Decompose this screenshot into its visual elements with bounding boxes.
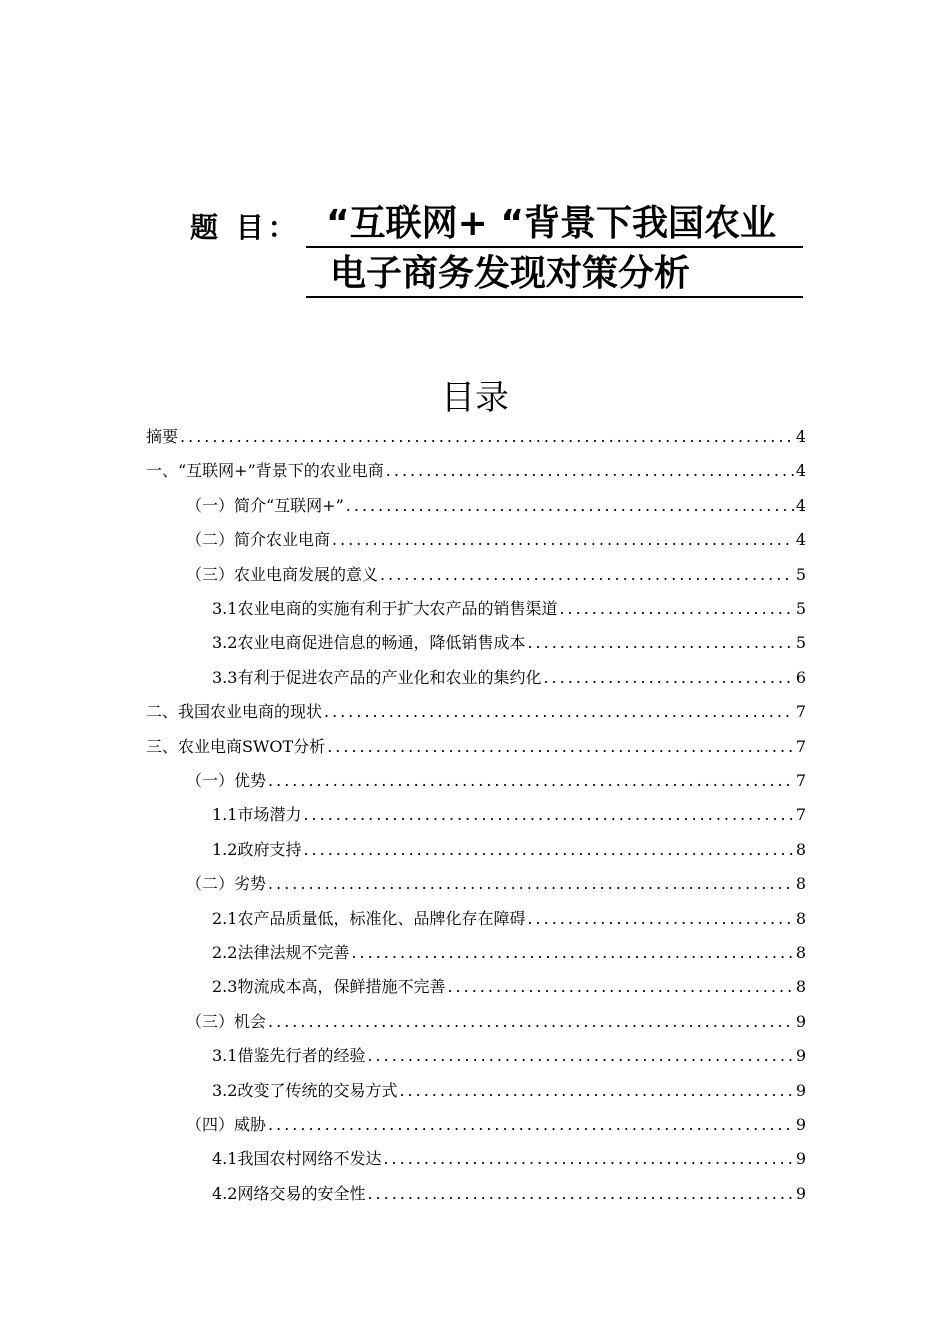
toc-dot-leader bbox=[327, 730, 794, 764]
toc-entry[interactable] bbox=[186, 523, 806, 557]
toc-entry-title: 摘要 bbox=[146, 427, 179, 446]
toc-dot-leader bbox=[383, 1142, 793, 1176]
toc-heading: 目录 bbox=[441, 378, 509, 418]
toc-entry-title: 2.3物流成本高，保鲜措施不完善 bbox=[212, 977, 446, 997]
toc-page-number: 5 bbox=[795, 599, 806, 618]
toc-page-number: 9 bbox=[795, 1046, 806, 1066]
toc-entry-title: （一）简介“互联网+” bbox=[186, 495, 344, 515]
toc-entry-title: （二）劣势 bbox=[186, 874, 267, 894]
toc-page-number: 9 bbox=[795, 1011, 806, 1031]
toc-page-number: 8 bbox=[795, 943, 806, 962]
toc-entry[interactable] bbox=[186, 764, 806, 798]
toc-entry-title: 3.3有利于促进农产品的产业化和农业的集约化 bbox=[212, 667, 542, 687]
toc-entry-title: 2.2法律法规不完善 bbox=[212, 943, 350, 962]
toc-dot-leader bbox=[324, 695, 794, 729]
toc-dot-leader bbox=[367, 1039, 793, 1073]
toc-page-number: 7 bbox=[795, 702, 806, 722]
toc-dot-leader bbox=[180, 420, 794, 454]
toc-entry-title: 3.1农业电商的实施有利于扩大农产品的销售渠道 bbox=[212, 599, 558, 618]
toc-dot-leader bbox=[351, 936, 793, 970]
title-line-2: 电子商务发现对策分析 bbox=[306, 252, 803, 298]
toc-page-number: 7 bbox=[795, 805, 806, 825]
toc-dot-leader bbox=[332, 523, 794, 557]
toc-page-number: 8 bbox=[795, 977, 806, 997]
toc-entry[interactable] bbox=[212, 936, 806, 970]
toc-entry[interactable] bbox=[212, 592, 806, 626]
toc-dot-leader bbox=[559, 592, 793, 626]
toc-page-number: 8 bbox=[795, 839, 806, 859]
toc-entry[interactable] bbox=[212, 626, 806, 660]
toc-entry[interactable] bbox=[146, 695, 806, 729]
toc-entry[interactable] bbox=[212, 970, 806, 1004]
toc-dot-leader bbox=[303, 798, 793, 832]
toc-entry-title: 3.1借鉴先行者的经验 bbox=[212, 1046, 366, 1066]
toc-dot-leader bbox=[543, 661, 793, 695]
toc-page-number: 9 bbox=[795, 1080, 806, 1100]
toc-entry[interactable] bbox=[212, 833, 806, 867]
toc-entry-title: 2.1农产品质量低，标准化、品牌化存在障碍 bbox=[212, 908, 526, 928]
toc-dot-leader bbox=[527, 902, 793, 936]
toc-entry[interactable] bbox=[186, 489, 806, 523]
toc-page-number: 7 bbox=[795, 771, 806, 790]
toc-entry-title: （四）威胁 bbox=[186, 1115, 267, 1134]
toc-entry[interactable] bbox=[212, 1039, 806, 1073]
toc-entry-title: 4.1我国农村网络不发达 bbox=[212, 1149, 382, 1169]
toc-page-number: 4 bbox=[795, 461, 806, 481]
toc-entry[interactable] bbox=[212, 661, 806, 695]
toc-page-number: 9 bbox=[795, 1183, 806, 1203]
toc-entry[interactable] bbox=[212, 1142, 806, 1176]
toc-page-number: 5 bbox=[795, 633, 806, 653]
toc-entry[interactable] bbox=[146, 730, 806, 764]
toc-entry-title: （一）优势 bbox=[186, 771, 267, 790]
toc-entry-title: 三、农业电商SWOT分析 bbox=[146, 736, 326, 756]
toc-dot-leader bbox=[268, 764, 794, 798]
toc-dot-leader bbox=[303, 833, 793, 867]
toc-dot-leader bbox=[527, 626, 793, 660]
toc-entry[interactable] bbox=[186, 1108, 806, 1142]
toc-entry[interactable] bbox=[212, 798, 806, 832]
toc-dot-leader bbox=[447, 970, 793, 1004]
toc-entry-title: 1.1市场潜力 bbox=[212, 805, 302, 825]
toc-entry-title: （三）农业电商发展的意义 bbox=[186, 564, 379, 584]
toc-dot-leader bbox=[367, 1177, 793, 1211]
toc-page-number: 7 bbox=[795, 736, 806, 756]
toc-dot-leader bbox=[399, 1074, 793, 1108]
toc-page-number: 6 bbox=[795, 667, 806, 687]
toc-dot-leader bbox=[346, 489, 794, 523]
toc-entry-title: 一、“互联网+”背景下的农业电商 bbox=[146, 461, 384, 481]
toc-page-number: 4 bbox=[795, 495, 806, 515]
toc-dot-leader bbox=[268, 867, 794, 901]
title-label: 题 目： bbox=[190, 211, 300, 244]
title-line-1: “互联网+ “背景下我国农业 bbox=[306, 202, 803, 248]
toc-entry-title: 3.2农业电商促进信息的畅通，降低销售成本 bbox=[212, 633, 526, 653]
toc-dot-leader bbox=[380, 558, 794, 592]
toc-dot-leader bbox=[268, 1005, 794, 1039]
toc-entry-title: 4.2网络交易的安全性 bbox=[212, 1183, 366, 1203]
toc-entry[interactable] bbox=[186, 1005, 806, 1039]
toc-page-number: 4 bbox=[795, 427, 806, 446]
toc-page-number: 4 bbox=[795, 530, 806, 550]
toc-entry[interactable] bbox=[186, 867, 806, 901]
toc-page-number: 9 bbox=[795, 1115, 806, 1134]
toc-entry-title: （二）简介农业电商 bbox=[186, 530, 331, 550]
toc-dot-leader bbox=[386, 454, 794, 488]
toc-entry[interactable] bbox=[212, 1177, 806, 1211]
toc-page-number: 8 bbox=[795, 874, 806, 894]
toc-entry[interactable] bbox=[212, 1074, 806, 1108]
toc-page-number: 9 bbox=[795, 1149, 806, 1169]
toc-entry[interactable] bbox=[186, 558, 806, 592]
toc-entry-title: （三）机会 bbox=[186, 1011, 267, 1031]
toc-entry-title: 3.2改变了传统的交易方式 bbox=[212, 1080, 398, 1100]
toc-entry-title: 二、我国农业电商的现状 bbox=[146, 702, 323, 722]
toc-entry-title: 1.2政府支持 bbox=[212, 839, 302, 859]
toc-dot-leader bbox=[268, 1108, 794, 1142]
toc-page-number: 5 bbox=[795, 564, 806, 584]
toc-entry[interactable] bbox=[212, 902, 806, 936]
toc-entry[interactable] bbox=[146, 420, 806, 454]
toc-page-number: 8 bbox=[795, 908, 806, 928]
toc-entry[interactable] bbox=[146, 454, 806, 488]
